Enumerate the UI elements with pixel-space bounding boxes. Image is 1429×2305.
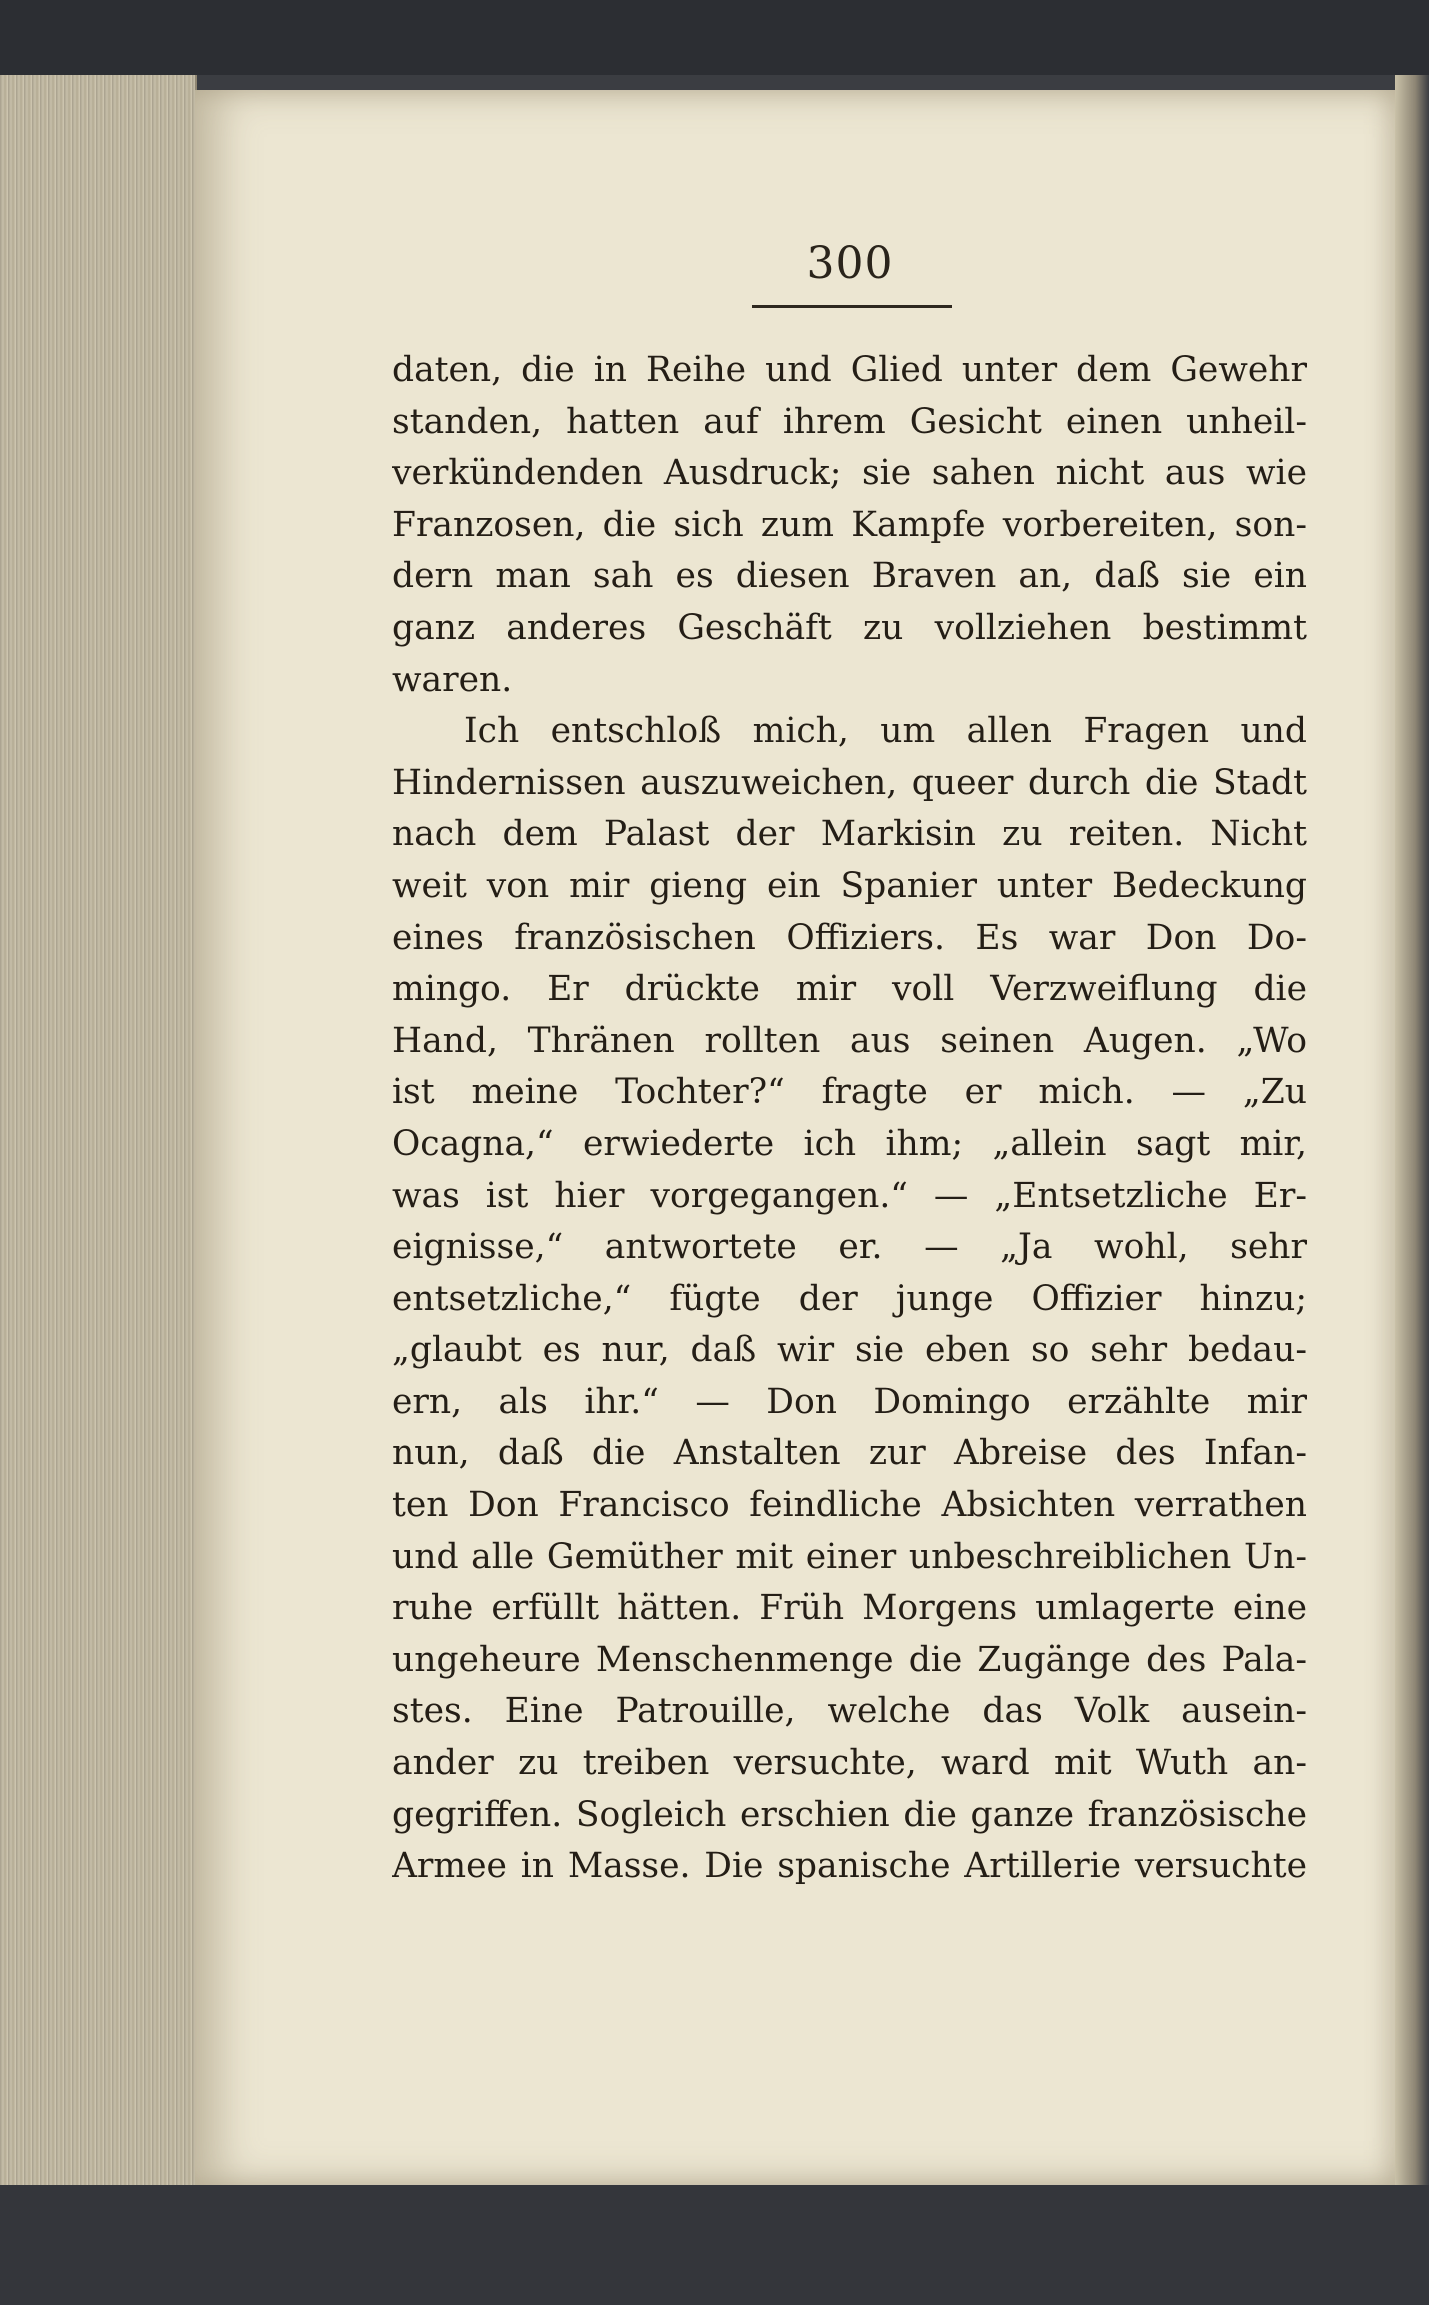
text-line: Ocagna,“ erwiederte ich ihm; „allein sagt mir, — [392, 1123, 1307, 1164]
text-line: was ist hier vorgegangen.“ — „Entsetzliche Er- — [392, 1175, 1307, 1216]
text-line: Hand, Thränen rollten aus seinen Augen. „Wo — [392, 1020, 1307, 1061]
text-line: entsetzliche,“ fügte der junge Offizier hinzu; — [392, 1278, 1307, 1319]
text-line: waren. — [392, 659, 513, 700]
text-line: eines französischen Offiziers. Es war Don Do- — [392, 917, 1307, 958]
text-line: und alle Gemüther mit einer unbeschreiblichen Un- — [392, 1536, 1307, 1577]
text-line: Armee in Masse. Die spanische Artillerie versuchte — [392, 1846, 1307, 1887]
text-line: standen, hatten auf ihrem Gesicht einen unheil- — [392, 401, 1307, 442]
text-line: daten, die in Reihe und Glied unter dem Gewehr — [392, 350, 1307, 390]
text-line: mingo. Er drückte mir voll Verzweiflung die — [392, 969, 1307, 1010]
text-line: ruhe erfüllt hätten. Früh Morgens umlagerte eine — [392, 1588, 1307, 1629]
text-line: weit von mir gieng ein Spanier unter Bedeckung — [392, 865, 1307, 906]
header-rule — [752, 305, 952, 308]
text-line: ten Don Francisco feindliche Absichten verrathen — [392, 1485, 1307, 1526]
book-page-edges — [0, 75, 197, 2185]
text-line: Franzosen, die sich zum Kampfe vorbereiten, son- — [392, 504, 1307, 545]
text-line: nun, daß die Anstalten zur Abreise des Infan- — [392, 1433, 1307, 1474]
text-line: ander zu treiben versuchte, ward mit Wuth an- — [392, 1743, 1307, 1784]
page-right-edge — [1395, 75, 1429, 2185]
body-text — [392, 345, 1307, 1893]
text-line: gegriffen. Sogleich erschien die ganze französische — [392, 1794, 1307, 1835]
text-line: ganz anderes Geschäft zu vollziehen bestimmt — [392, 607, 1307, 648]
text-line: nach dem Palast der Markisin zu reiten. Nicht — [392, 814, 1307, 855]
text-line: ern, als ihr.“ — Don Domingo erzählte mir — [392, 1381, 1307, 1422]
page-number: 300 — [806, 238, 894, 289]
text-line: verkündenden Ausdruck; sie sahen nicht aus wie — [392, 453, 1307, 494]
text-line: Ich entschloß mich, um allen Fragen und — [464, 711, 1307, 752]
text-line: ungeheure Menschenmenge die Zugänge des Pala- — [392, 1639, 1307, 1680]
text-line: stes. Eine Patrouille, welche das Volk ausein- — [392, 1691, 1307, 1732]
scan-background-top — [0, 0, 1429, 75]
text-line: „glaubt es nur, daß wir sie eben so sehr bedau- — [392, 1330, 1307, 1371]
text-line: eignisse,“ antwortete er. — „Ja wohl, sehr — [392, 1227, 1307, 1268]
text-line: Hindernissen auszuweichen, queer durch die Stadt — [392, 762, 1307, 803]
text-line: dern man sah es diesen Braven an, daß sie ein — [392, 556, 1307, 597]
scan-background-bottom — [0, 2185, 1429, 2305]
text-line: ist meine Tochter?“ fragte er mich. — „Zu — [392, 1072, 1307, 1113]
